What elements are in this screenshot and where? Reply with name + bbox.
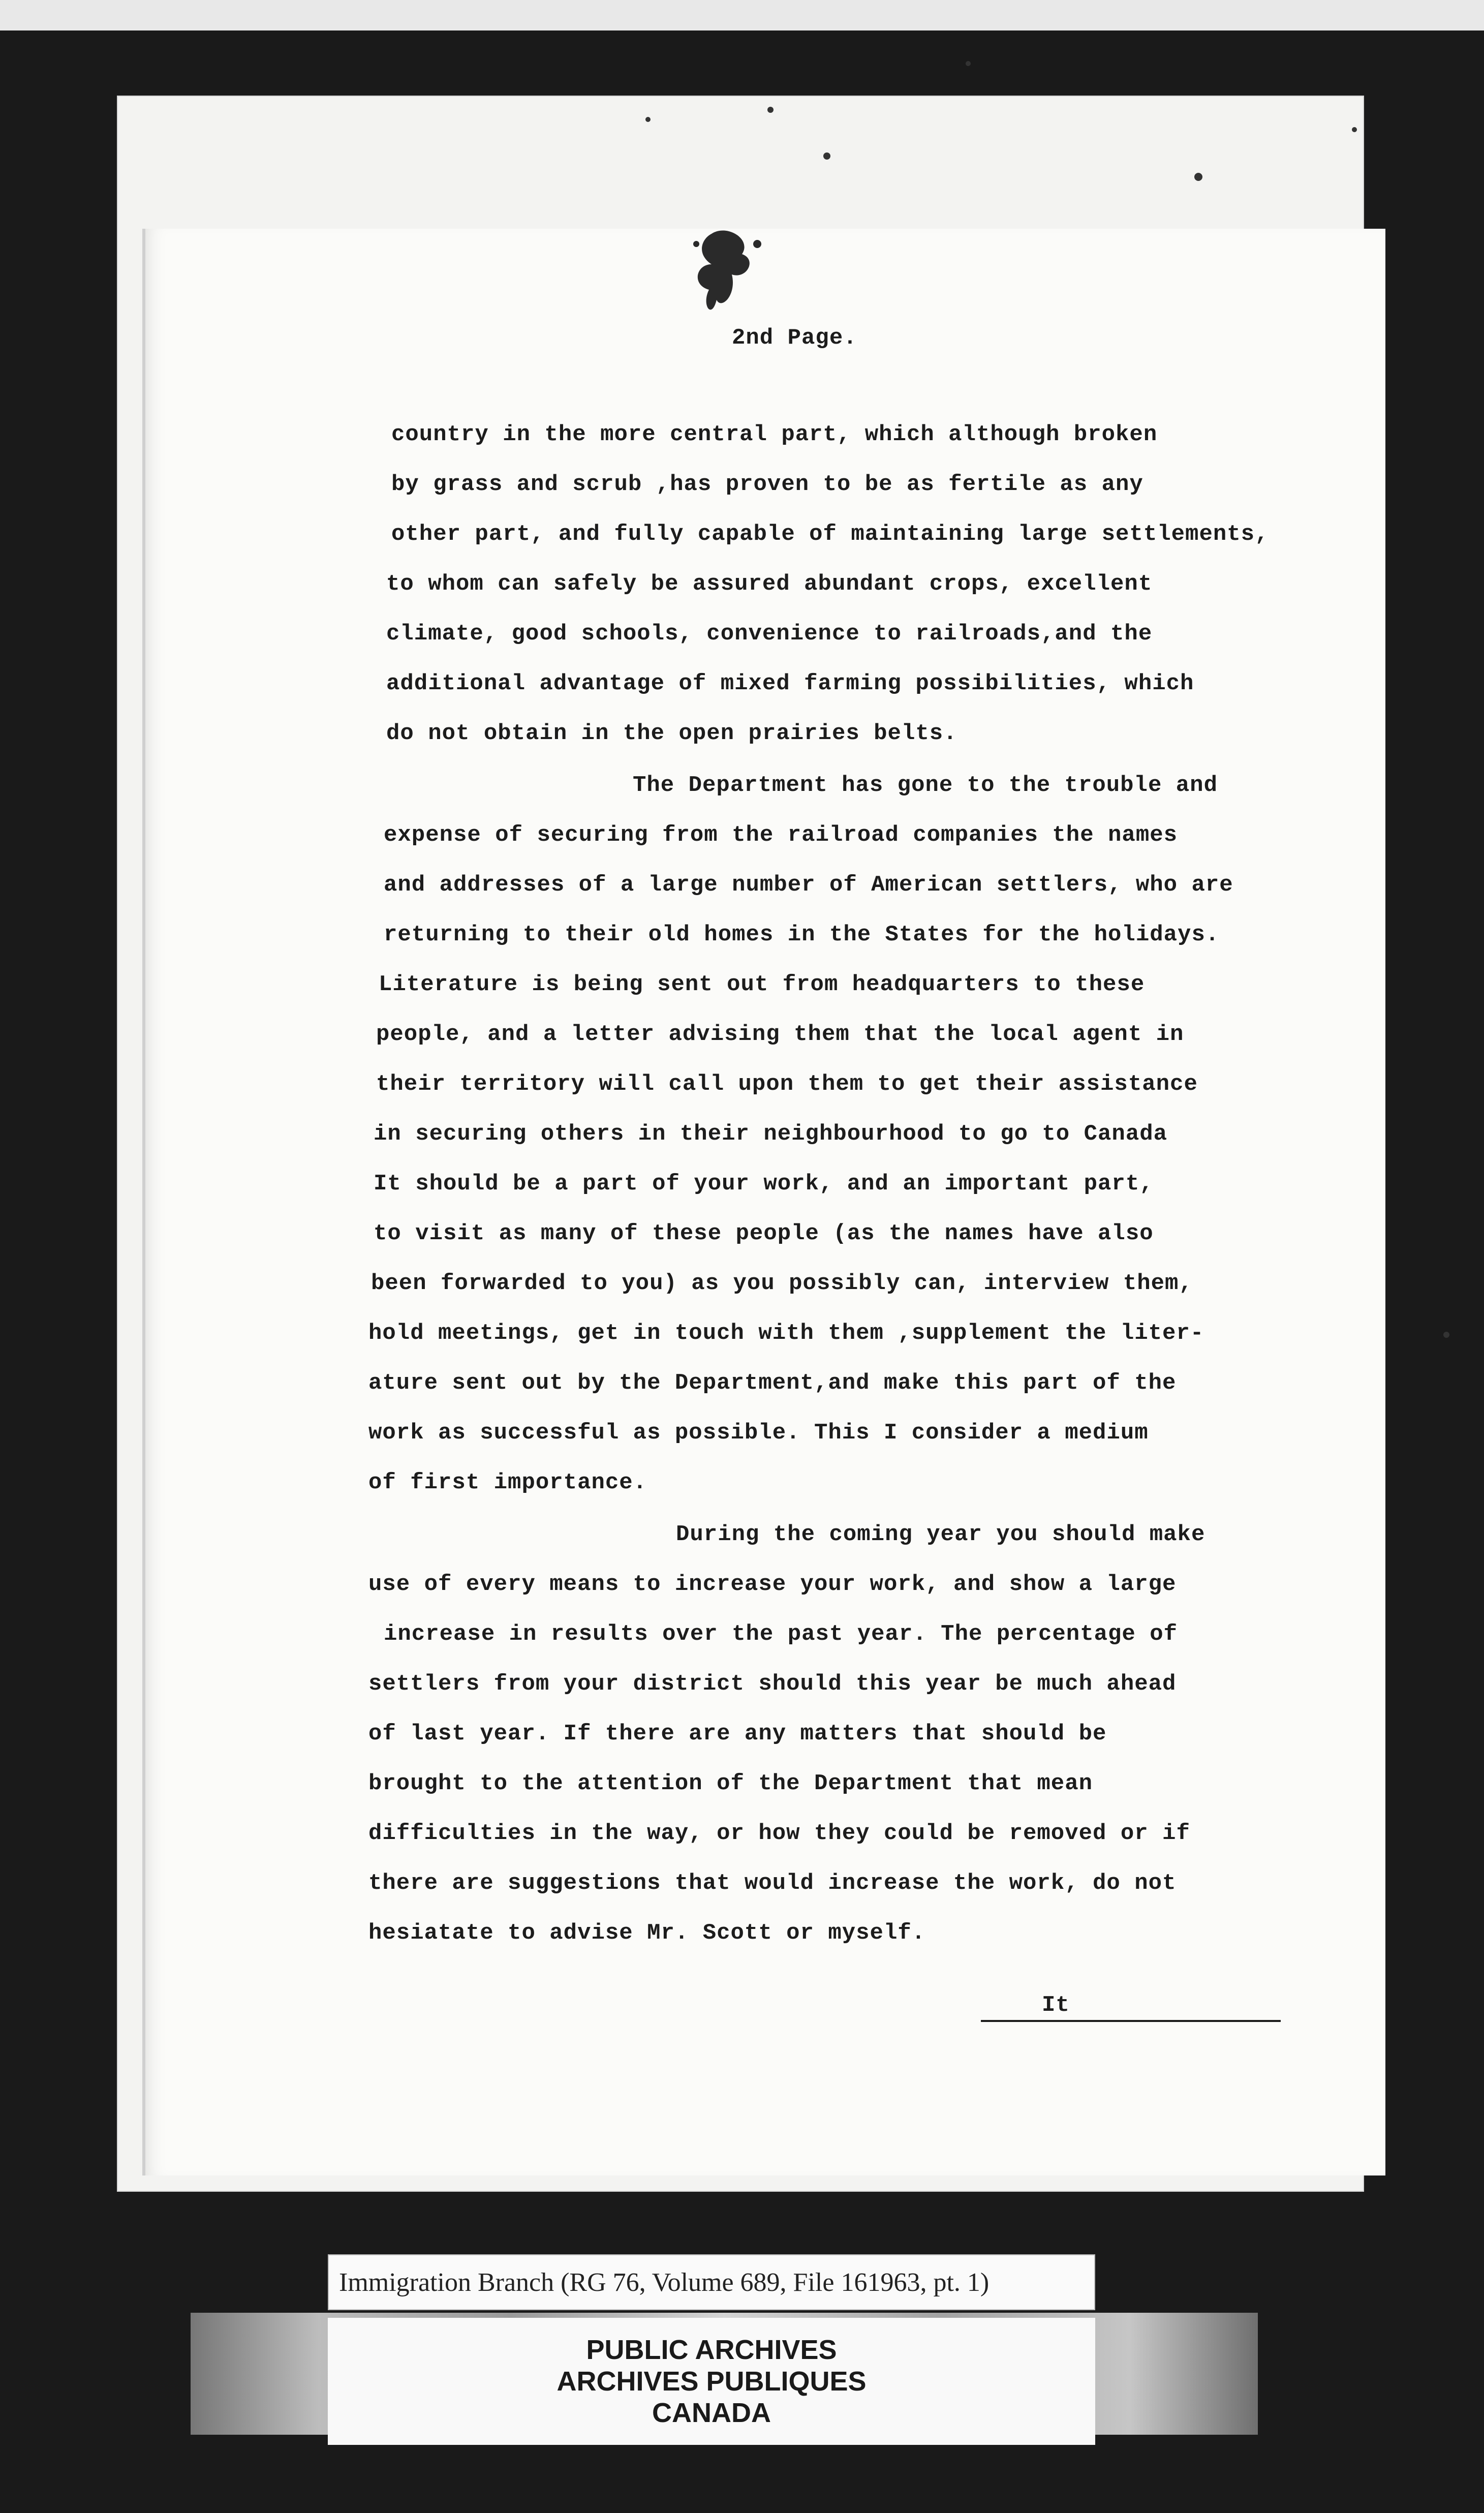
text-line: work as successful as possible. This I consider a medium xyxy=(368,1420,1149,1446)
stamp-line: ARCHIVES PUBLIQUES xyxy=(556,2366,867,2397)
text-line: to whom can safely be assured abundant crops, excellent xyxy=(386,571,1153,597)
text-line: do not obtain in the open prairies belts. xyxy=(386,721,957,746)
text-line: there are suggestions that would increase the work, do not xyxy=(368,1871,1177,1896)
text-line: expense of securing from the railroad companies the names xyxy=(384,822,1178,848)
text-line: and addresses of a large number of American settlers, who are xyxy=(384,872,1233,898)
archive-stamp xyxy=(328,2318,1095,2445)
text-line: settlers from your district should this year be much ahead xyxy=(368,1671,1177,1697)
text-line: It should be a part of your work, and an important part, xyxy=(374,1171,1154,1197)
text-line: of last year. If there are any matters that should be xyxy=(368,1721,1107,1746)
stamp-line: PUBLIC ARCHIVES xyxy=(586,2335,837,2365)
archive-reference: Immigration Branch (RG 76, Volume 689, File 161963, pt. 1) xyxy=(339,2267,990,2297)
text-line: people, and a letter advising them that the local agent in xyxy=(376,1022,1184,1047)
text-line: hesiatate to advise Mr. Scott or myself. xyxy=(368,1920,926,1946)
text-line: country in the more central part, which although broken xyxy=(391,422,1158,447)
text-line: brought to the attention of the Department that mean xyxy=(368,1771,1093,1796)
text-line: ature sent out by the Department,and make this part of the xyxy=(368,1370,1177,1396)
text-line: been forwarded to you) as you possibly can, interview them, xyxy=(371,1271,1193,1296)
catchword-line xyxy=(981,1993,1281,2022)
text-line: difficulties in the way, or how they could be removed or if xyxy=(368,1821,1190,1846)
text-line: other part, and fully capable of maintaining large settlements, xyxy=(391,522,1269,547)
text-line: During the coming year you should make xyxy=(676,1522,1205,1547)
stamp-line: CANADA xyxy=(652,2398,771,2428)
text-line: increase in results over the past year. The percentage of xyxy=(384,1621,1178,1647)
text-line: Literature is being sent out from headquarters to these xyxy=(379,972,1145,997)
text-line: by grass and scrub ,has proven to be as fertile as any xyxy=(391,472,1143,497)
text-line: climate, good schools, convenience to railroads,and the xyxy=(386,621,1153,647)
text-line: additional advantage of mixed farming possibilities, which xyxy=(386,671,1194,696)
catchword: It xyxy=(1042,1993,1070,2018)
archive-reference-label xyxy=(328,2254,1095,2310)
page-number: 2nd Page. xyxy=(732,325,857,351)
text-line: The Department has gone to the trouble and xyxy=(633,773,1218,798)
text-line: in securing others in their neighbourhood to go to Canada xyxy=(374,1121,1168,1147)
text-line: to visit as many of these people (as the names have also xyxy=(374,1221,1154,1246)
text-line: their territory will call upon them to get their assistance xyxy=(376,1071,1198,1097)
text-line: returning to their old homes in the States for the holidays. xyxy=(384,922,1220,947)
text-line: of first importance. xyxy=(368,1470,647,1495)
text-line: use of every means to increase your work, and show a large xyxy=(368,1572,1177,1597)
text-line: hold meetings, get in touch with them ,supplement the liter- xyxy=(368,1321,1204,1346)
